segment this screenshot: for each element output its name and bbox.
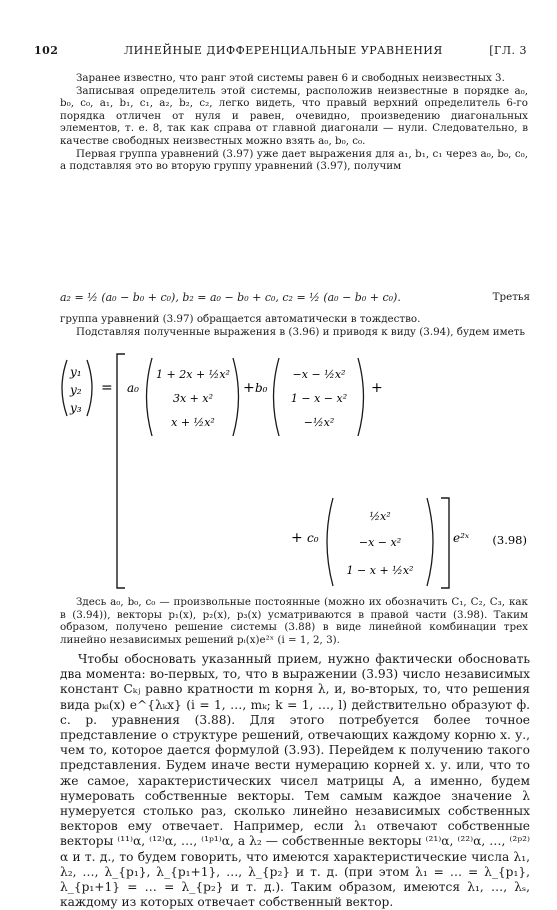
b-col-entry-2: 1 − x − x²	[290, 392, 348, 405]
paragraph-substitute: Подставляя полученные выражения в (3.96) и приводя к виду (3.94), будем иметь	[76, 325, 526, 338]
y1-entry: y₁	[70, 365, 82, 379]
coef-c0: c₀	[307, 531, 319, 545]
left-bracket	[117, 354, 125, 588]
c-col-entry-1: ½x²	[369, 510, 391, 523]
paragraph-determinant: Записывая определитель этой системы, расположив неизвестные в порядке a₀, b₀, c₀, a₁, b₁, c₁, a₂, b₂, c₂, легко видеть, что правый верхний определитель 6-го порядка отличен от нуля и равен, очевидно, произведению диагональных элементов, т. е. 8, так как справа от главной диагонали — нули. Следовательно, в качестве свободных неизвестных можно взять a₀, b₀, c₀.	[60, 84, 528, 147]
right-bracket	[441, 498, 449, 588]
chapter-marker: [ГЛ. 3	[489, 44, 527, 57]
plus-sign-3: +	[291, 530, 303, 546]
y-vector	[62, 360, 92, 416]
equation-number: (3.98)	[492, 533, 527, 547]
y3-entry: y₃	[70, 401, 82, 415]
eq-trailing-word: Третья	[492, 291, 530, 303]
c-col-entry-2: −x − x²	[358, 536, 402, 549]
a-col-entry-2: 3x + x²	[172, 392, 214, 405]
coef-b0: b₀	[255, 381, 268, 395]
page-number: 102	[34, 44, 59, 57]
exponential-factor: e²ˣ	[453, 531, 470, 545]
paragraph-rank: Заранее известно, что ранг этой системы равен 6 и свободных неизвестных 3.	[76, 72, 505, 84]
b-col-entry-3: −½x²	[303, 416, 335, 429]
b-term	[255, 358, 364, 436]
c-term	[307, 498, 433, 586]
a-term	[127, 358, 239, 436]
running-header	[34, 44, 527, 60]
coefficients-equation	[60, 289, 530, 313]
c-col-entry-3: 1 − x + ½x²	[346, 564, 414, 577]
plus-sign: +	[243, 380, 255, 396]
a-col-entry-3: x + ½x²	[171, 416, 215, 429]
running-title: ЛИНЕЙНЫЕ ДИФФЕРЕНЦИАЛЬНЫЕ УРАВНЕНИЯ	[124, 44, 443, 57]
formula-3-98	[55, 352, 535, 592]
paragraph-identity: группа уравнений (3.97) обращается автоматически в тождество.	[60, 313, 421, 325]
a-col-entry-1: 1 + 2x + ½x²	[156, 368, 230, 381]
paragraph-main: Чтобы обосновать указанный прием, нужно фактически обосновать два момента: во-первых, то, что в выражении (3.93) число независимых констант Cₖⱼ равно кратности m корня λ, и, во-вторых, то, что решения вида pₖᵢ(x) e^{λₖx} (i = 1, …, mₖ; k = 1, …, l) действительно образуют ф. с. р. уравнения (3.88). Для этого потребуется более точное представление о структуре решений, отвечающих каждому корню х. у., чем то, которое дается формулой (3.93). Перейдем к получению такого представления. Будем иначе вести нумерацию корней х. у. или, что то же самое, характеристических чисел матрицы A, а именно, будем нумеровать собственные векторы. Тем самым каждое значение λ нумеруется столько раз, сколько линейно независимых собственных векторов ему отвечает. Например, если λ₁ отвечают собственные векторы ⁽¹¹⁾α, ⁽¹²⁾α, …, ⁽¹ᵖ¹⁾α, а λ₂ — собственные векторы ⁽²¹⁾α, ⁽²²⁾α, …, ⁽²ᵖ²⁾α и т. д., то будем говорить, что имеются характеристические числа λ₁, λ₂, …, λ_{p₁}, λ_{p₁+1}, …, λ_{p₂} и т. д. (при этом λ₁ = … = λ_{p₁}, λ_{p₁+1} = … = λ_{p₂} и т. д.). Таким образом, имеются λ₁, …, λₛ, каждому из которых отвечает собственный вектор.	[60, 652, 530, 910]
coef-a0: a₀	[127, 381, 139, 395]
paragraph-constants: Здесь a₀, b₀, c₀ — произвольные постоянные (можно их обозначить C₁, C₂, C₃, как в (3.94)), векторы p₁(x), p₂(x), p₃(x) усматриваются в правой части (3.98). Таким образом, получено решение системы (3.88) в виде линейной комбинации трех линейно независимых решений pᵢ(x)e²ˣ (i = 1, 2, 3).	[60, 596, 528, 646]
main-text-block	[60, 652, 530, 910]
explanation-block	[60, 596, 528, 646]
b-col-entry-1: −x − ½x²	[292, 368, 346, 381]
plus-sign-2: +	[371, 380, 383, 396]
equals-sign: =	[101, 380, 113, 396]
coefficients-formula: a₂ = ½ (a₀ − b₀ + c₀), b₂ = a₀ − b₀ + c₀, c₂ = ½ (a₀ − b₀ + c₀).	[60, 291, 401, 304]
y2-entry: y₂	[70, 383, 82, 397]
paragraph-first-group: Первая группа уравнений (3.97) уже дает выражения для a₁, b₁, c₁ через a₀, b₀, c₀, а подставляя это во вторую группу уравнений (3.97), получим	[60, 147, 528, 173]
substitution-block	[60, 313, 528, 338]
intro-block	[60, 72, 528, 173]
